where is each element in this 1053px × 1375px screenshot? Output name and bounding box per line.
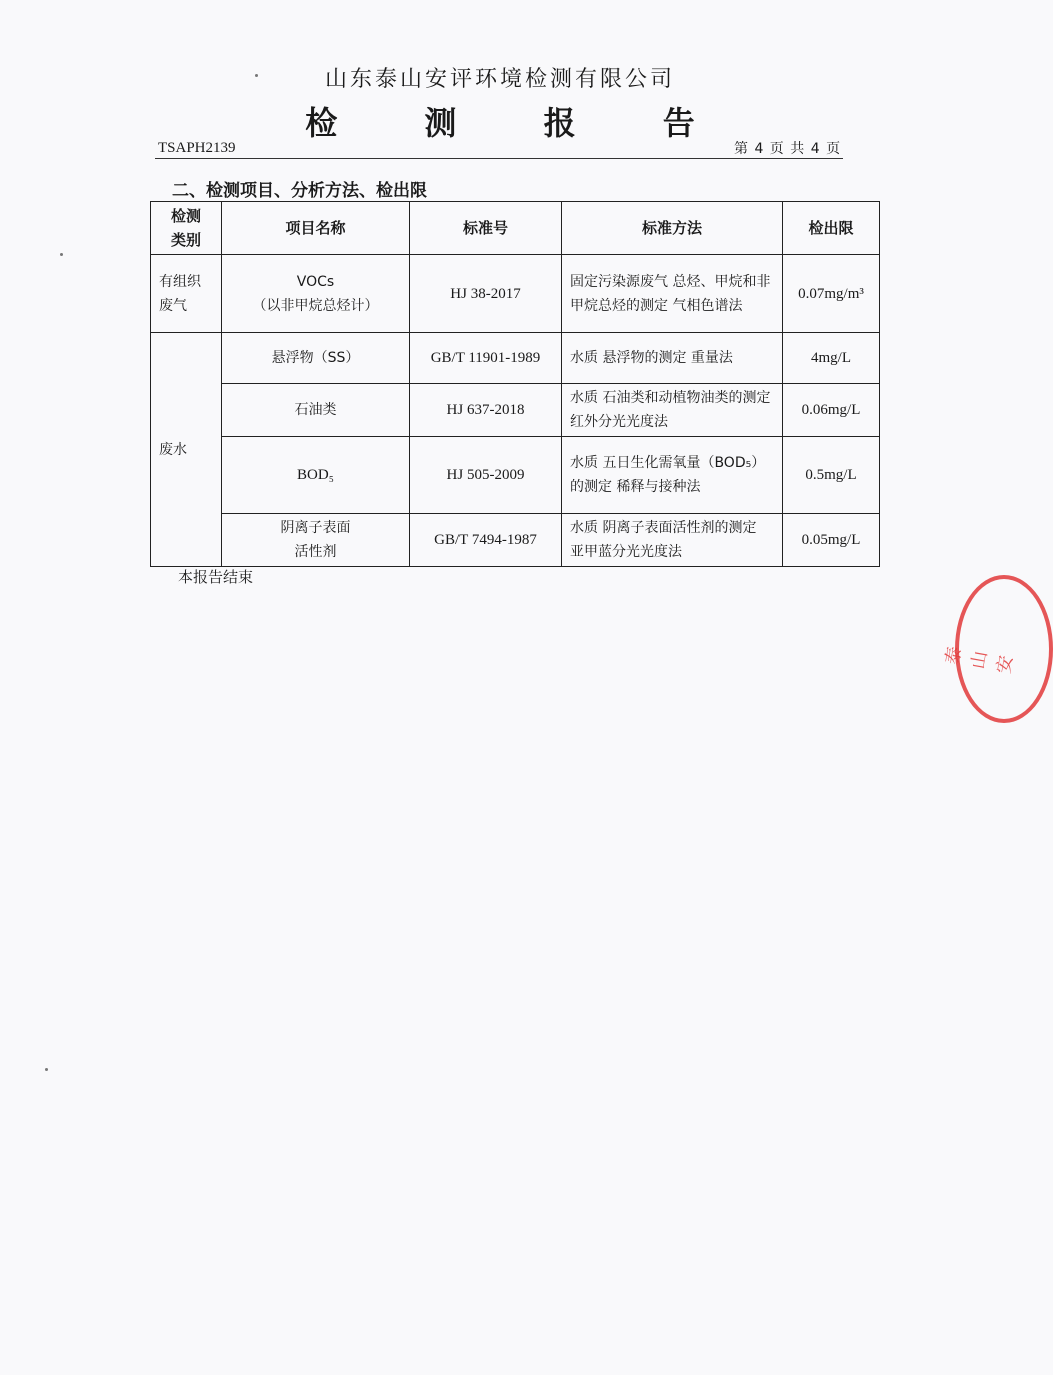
table-row [151,255,880,333]
company-name: 山东泰山安评环境检测有限公司 [324,67,675,92]
table-row [151,333,880,384]
scan-speck [45,1068,48,1071]
table-row [151,437,880,514]
item-cell: BOD₅ [222,437,410,514]
page-indicator: 第 4 页 共 4 页 [734,141,841,157]
limit-cell: 0.5mg/L [783,437,880,514]
standard-no-cell: HJ 505-2009 [410,437,562,514]
limit-cell: 4mg/L [783,333,880,384]
item-cell: 石油类 [222,384,410,437]
item-cell: VOCs （以非甲烷总烃计） [222,255,410,333]
standard-no-cell: HJ 38-2017 [410,255,562,333]
method-cell: 固定污染源废气 总烃、甲烷和非甲烷总烃的测定 气相色谱法 [562,255,783,333]
scan-speck [60,253,63,256]
limit-cell: 0.06mg/L [783,384,880,437]
table-row [151,384,880,437]
item-cell: 阴离子表面 活性剂 [222,514,410,567]
category-cell: 有组织 废气 [151,255,222,333]
standard-no-cell: HJ 637-2018 [410,384,562,437]
header-divider [155,158,843,159]
report-end-note: 本报告结束 [178,568,254,586]
header-standard-no: 标准号 [410,202,562,255]
detection-methods-table [150,201,880,567]
report-title: 检 测 报 告 [305,104,733,142]
method-cell: 水质 石油类和动植物油类的测定 红外分光光度法 [562,384,783,437]
header-limit: 检出限 [783,202,880,255]
item-cell: 悬浮物（SS） [222,333,410,384]
section-title: 二、检测项目、分析方法、检出限 [172,181,427,201]
method-cell: 水质 悬浮物的测定 重量法 [562,333,783,384]
header-category: 检测 类别 [151,202,222,255]
method-cell: 水质 阴离子表面活性剂的测定 亚甲蓝分光光度法 [562,514,783,567]
header-method: 标准方法 [562,202,783,255]
table-header-row [151,202,880,255]
header-item: 项目名称 [222,202,410,255]
report-number: TSAPH2139 [158,140,236,156]
limit-cell: 0.07mg/m³ [783,255,880,333]
category-cell: 废水 [151,333,222,567]
method-cell: 水质 五日生化需氧量（BOD₅）的测定 稀释与接种法 [562,437,783,514]
scan-speck [255,74,258,77]
limit-cell: 0.05mg/L [783,514,880,567]
table-row [151,514,880,567]
standard-no-cell: GB/T 7494-1987 [410,514,562,567]
seal-text: 泰山安 [942,640,1018,676]
standard-no-cell: GB/T 11901-1989 [410,333,562,384]
